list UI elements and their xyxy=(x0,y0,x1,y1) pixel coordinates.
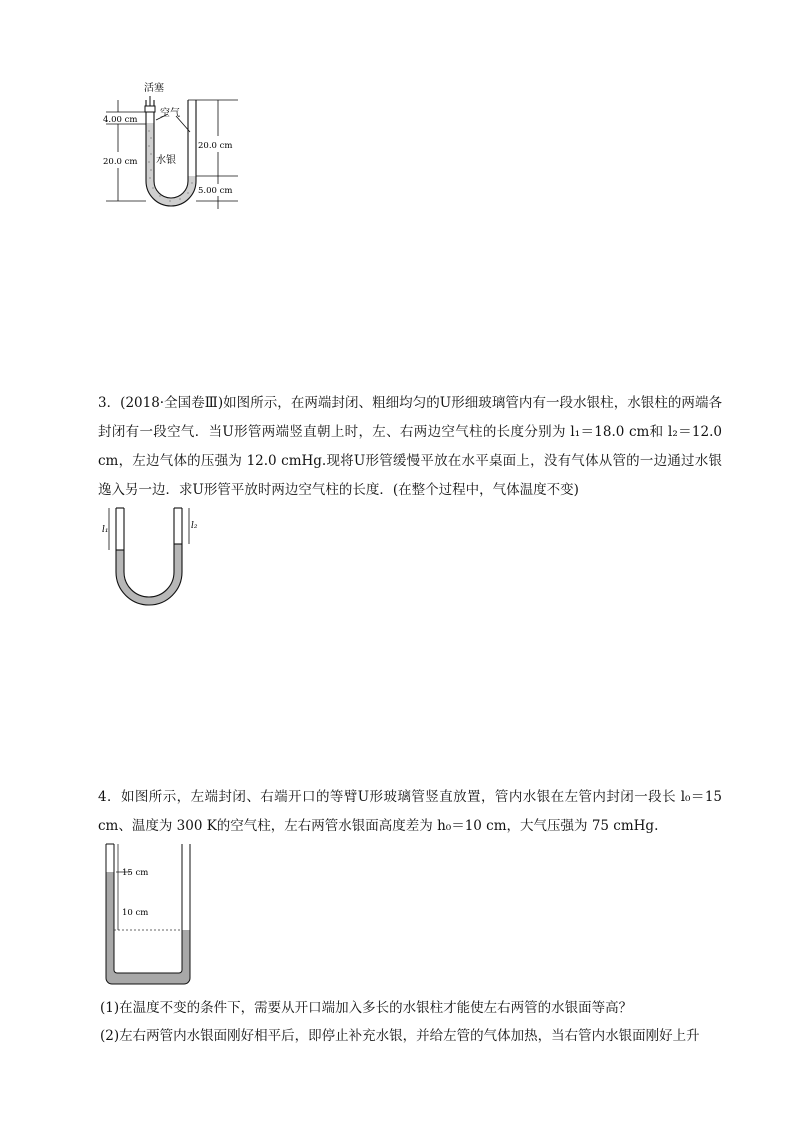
label-l2: l₂ xyxy=(191,521,198,531)
question-3-text: 3．(2018·全国卷Ⅲ)如图所示，在两端封闭、粗细均匀的U形细玻璃管内有一段水银柱，水银柱的两端各封闭有一段空气．当U形管两端竖直朝上时，左、右两边空气柱的长度分别为 l₁＝18.0 cm和 l₂＝12.0 cm，左边气体的压强为 12.0 cmHg.现将U形管缓慢平放在水平桌面上，没有气体从管的一边通过水银逸入另一边．求U形管平放时两边空气柱的长度．(在整个过程中，气体温度不变) xyxy=(98,395,722,498)
label-piston: 活塞 xyxy=(144,83,164,94)
piston xyxy=(145,106,155,112)
dim-top: 4.00 cm xyxy=(103,115,138,125)
figure-piston-u-tube xyxy=(100,76,250,211)
question-4-text: 4．如图所示，左端封闭、右端开口的等臂U形玻璃管竖直放置，管内水银在左管内封闭一段长 l₀＝15 cm、温度为 300 K的空气柱，左右两管水银面高度差为 h₀＝10 cm，大气压强为 75 cmHg. xyxy=(98,789,722,834)
dim-upper: 15 cm xyxy=(122,868,149,878)
question-4-sub-1: (1)在温度不变的条件下，需要从开口端加入多长的水银柱才能使左右两管的水银面等高？ xyxy=(100,1000,633,1016)
dim-left: 20.0 cm xyxy=(103,157,138,167)
mercury-fill-q4 xyxy=(106,872,190,984)
dim-lower: 10 cm xyxy=(122,908,149,918)
question-4-sub-2: (2)左右两管内水银面刚好相平后，即停止补充水银，并给左管的气体加热，当右管内水银面刚好上升 xyxy=(100,1028,700,1044)
figure-open-u-tube xyxy=(100,842,200,992)
dim-bottom: 5.00 cm xyxy=(198,186,233,196)
figure-closed-u-tube xyxy=(100,504,200,608)
dim-right: 20.0 cm xyxy=(198,141,233,151)
label-mercury: 水银 xyxy=(156,155,176,166)
label-l1: l₁ xyxy=(102,525,109,535)
label-air: 空气 xyxy=(160,108,180,119)
